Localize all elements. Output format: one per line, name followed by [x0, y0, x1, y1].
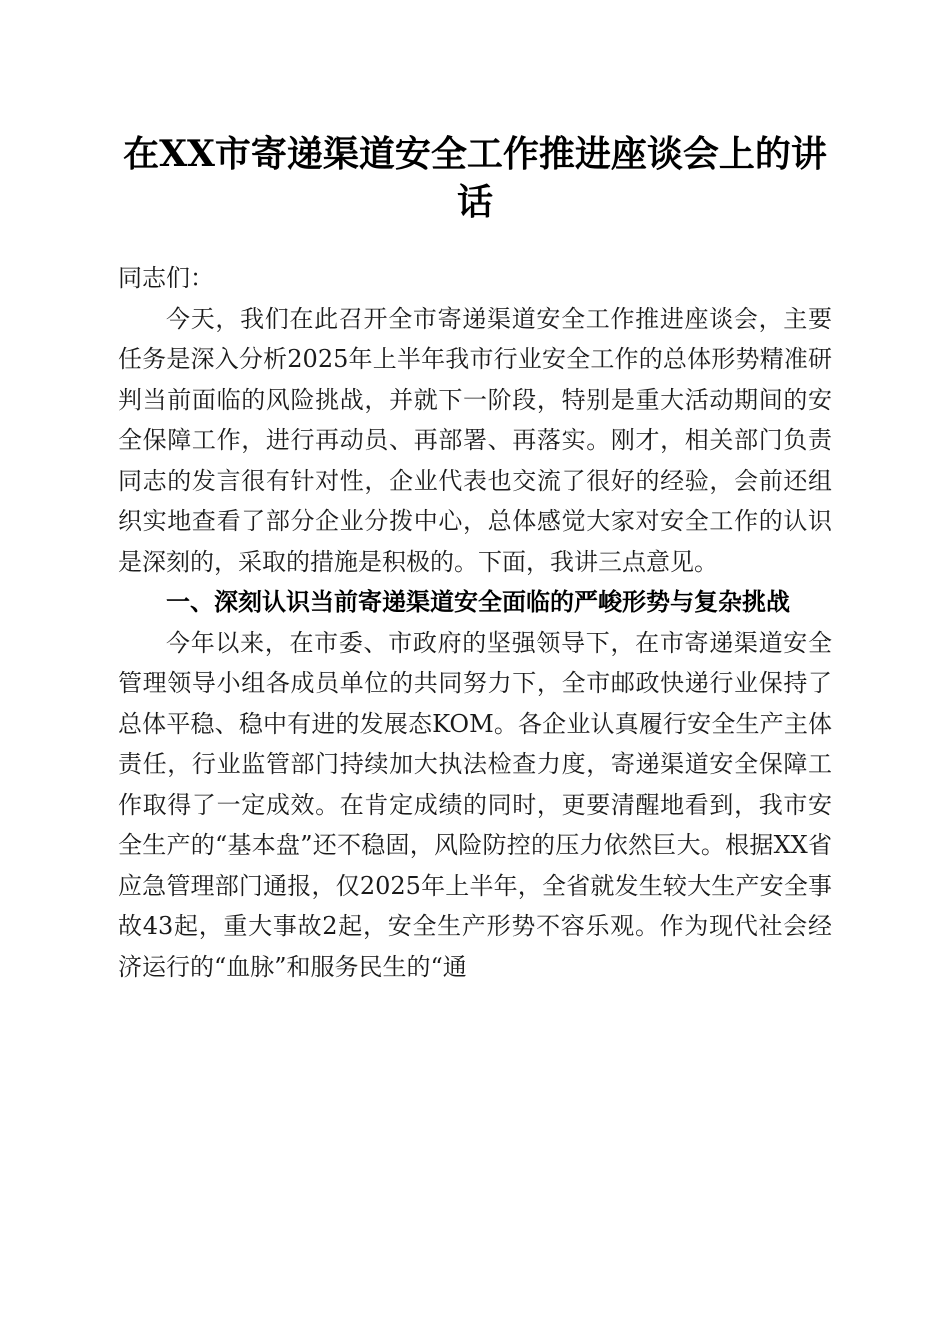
section-heading-1: 一、深刻认识当前寄递渠道安全面临的严峻形势与复杂挑战	[166, 588, 790, 616]
document-body	[118, 258, 832, 987]
paragraph-situation: 今年以来，在市委、市政府的坚强领导下，在市寄递渠道安全管理领导小组各成员单位的共同努力下，全市邮政快递行业保持了总体平稳、稳中有进的发展态KOM。各企业认真履行安全生产主体责任，行业监管部门持续加大执法检查力度，寄递渠道安全保障工作取得了一定成效。在肯定成绩的同时，更要清醒地看到，我市安全生产的“基本盘”还不稳固，风险防控的压力依然巨大。根据XX省应急管理部门通报，仅2025年上半年，全省就发生较大生产安全事故43起，重大事故2起，安全生产形势不容乐观。作为现代社会经济运行的“血脉”和服务民生的“通	[118, 628, 832, 981]
paragraph-intro: 今天，我们在此召开全市寄递渠道安全工作推进座谈会，主要任务是深入分析2025年上半年我市行业安全工作的总体形势精准研判当前面临的风险挑战，并就下一阶段，特别是重大活动期间的安全保障工作，进行再动员、再部署、再落实。刚才，相关部门负责同志的发言很有针对性，企业代表也交流了很好的经验，会前还组织实地查看了部分企业分拨中心，总体感觉大家对安全工作的认识是深刻的，采取的措施是积极的。下面，我讲三点意见。	[118, 304, 832, 576]
salutation: 同志们：	[118, 264, 214, 292]
document-title: 在XX市寄递渠道安全工作推进座谈会上的讲话	[123, 133, 827, 223]
